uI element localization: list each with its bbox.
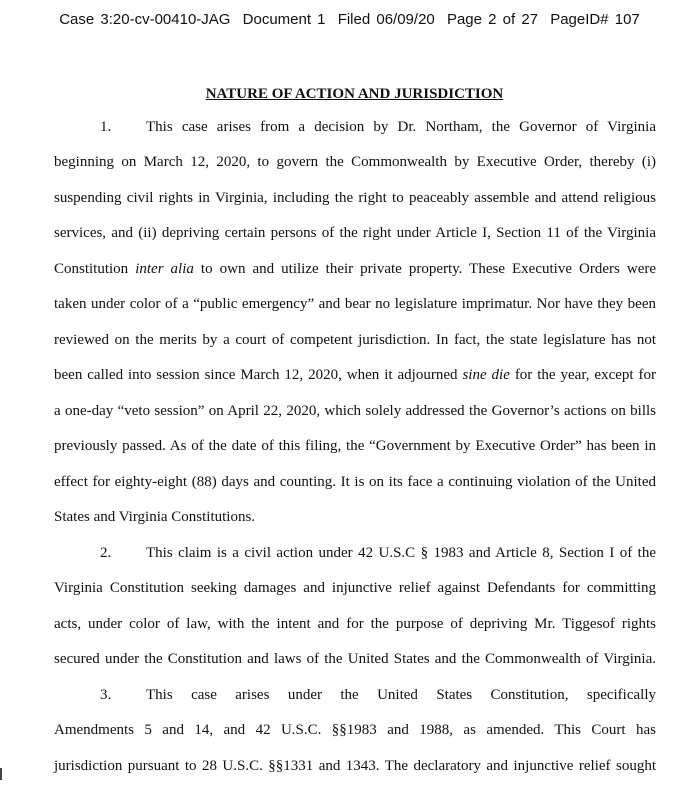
document-number: Document 1 bbox=[242, 11, 326, 28]
paragraph-1-line-10: previously passed. As of the date of this filing, the “Government by Executive Order” has been in bbox=[54, 438, 656, 454]
paragraph-2-line-1: 2. This claim is a civil action under 42 U.S.C § 1983 and Article 8, Section I of the bbox=[100, 545, 656, 561]
ecf-header bbox=[0, 11, 699, 28]
paragraph-1-line-8: been called into session since March 12, 2020, when it adjourned sine die for the year, except for bbox=[54, 367, 656, 383]
paragraph-1-line-6: taken under color of a “public emergency” and bear no legislature imprimatur. Nor have they been bbox=[54, 296, 656, 312]
paragraph-1-line-5 bbox=[54, 260, 656, 278]
page-id: PageID# 107 bbox=[550, 11, 640, 28]
paragraph-1-line-9: a one-day “veto session” on April 22, 2020, which solely addressed the Governor’s actions on bills bbox=[54, 403, 656, 419]
paragraph-3-line-1: 3. This case arises under the United States Constitution, specifically bbox=[100, 687, 656, 703]
paragraph-1-line-1: 1. This case arises from a decision by Dr. Northam, the Governor of Virginia bbox=[100, 119, 656, 135]
paragraph-3-line-3: jurisdiction pursuant to 28 U.S.C. §§1331 and 1343. The declaratory and injunctive relief sought bbox=[54, 758, 656, 774]
paragraph-number: 3. bbox=[100, 687, 112, 703]
paragraph-1-line-5-text: Constitution inter alia to own and utilize their private property. These Executive Orders were bbox=[54, 261, 657, 277]
paragraph-1-line-11: effect for eighty-eight (88) days and counting. It is on its face a continuing violation of the United bbox=[54, 474, 656, 490]
page-number: Page 2 of 27 bbox=[446, 11, 539, 28]
paragraph-1-line-3: suspending civil rights in Virginia, including the right to peaceably assemble and attend religious bbox=[54, 190, 656, 206]
paragraph-1-line-12: States and Virginia Constitutions. bbox=[54, 509, 256, 525]
paragraph-number: 2. bbox=[100, 545, 112, 561]
paragraph-2-line-3: acts, under color of law, with the intent and for the purpose of depriving Mr. Tiggesof rights bbox=[54, 616, 656, 632]
filed-date: Filed 06/09/20 bbox=[337, 11, 435, 28]
paragraph-1-line-4: services, and (ii) depriving certain persons of the right under Article I, Section 11 of the Virginia bbox=[54, 225, 656, 241]
case-number: Case 3:20-cv-00410-JAG bbox=[59, 11, 231, 28]
page-edge-mark bbox=[0, 768, 2, 780]
paragraph-1-line-7: reviewed on the merits by a court of competent jurisdiction. In fact, the state legislature has not bbox=[54, 332, 656, 348]
paragraph-3-line-2: Amendments 5 and 14, and 42 U.S.C. §§1983 and 1988, as amended. This Court has bbox=[54, 722, 656, 738]
paragraph-number: 1. bbox=[100, 119, 112, 135]
paragraph-2-line-4: secured under the Constitution and laws of the United States and the Commonwealth of Virginia. bbox=[54, 651, 656, 667]
section-heading: NATURE OF ACTION AND JURISDICTION bbox=[205, 86, 504, 102]
paragraph-2-line-2: Virginia Constitution seeking damages and injunctive relief against Defendants for committing bbox=[54, 580, 656, 596]
paragraph-1-line-2: beginning on March 12, 2020, to govern the Commonwealth by Executive Order, thereby (i) bbox=[54, 154, 656, 170]
